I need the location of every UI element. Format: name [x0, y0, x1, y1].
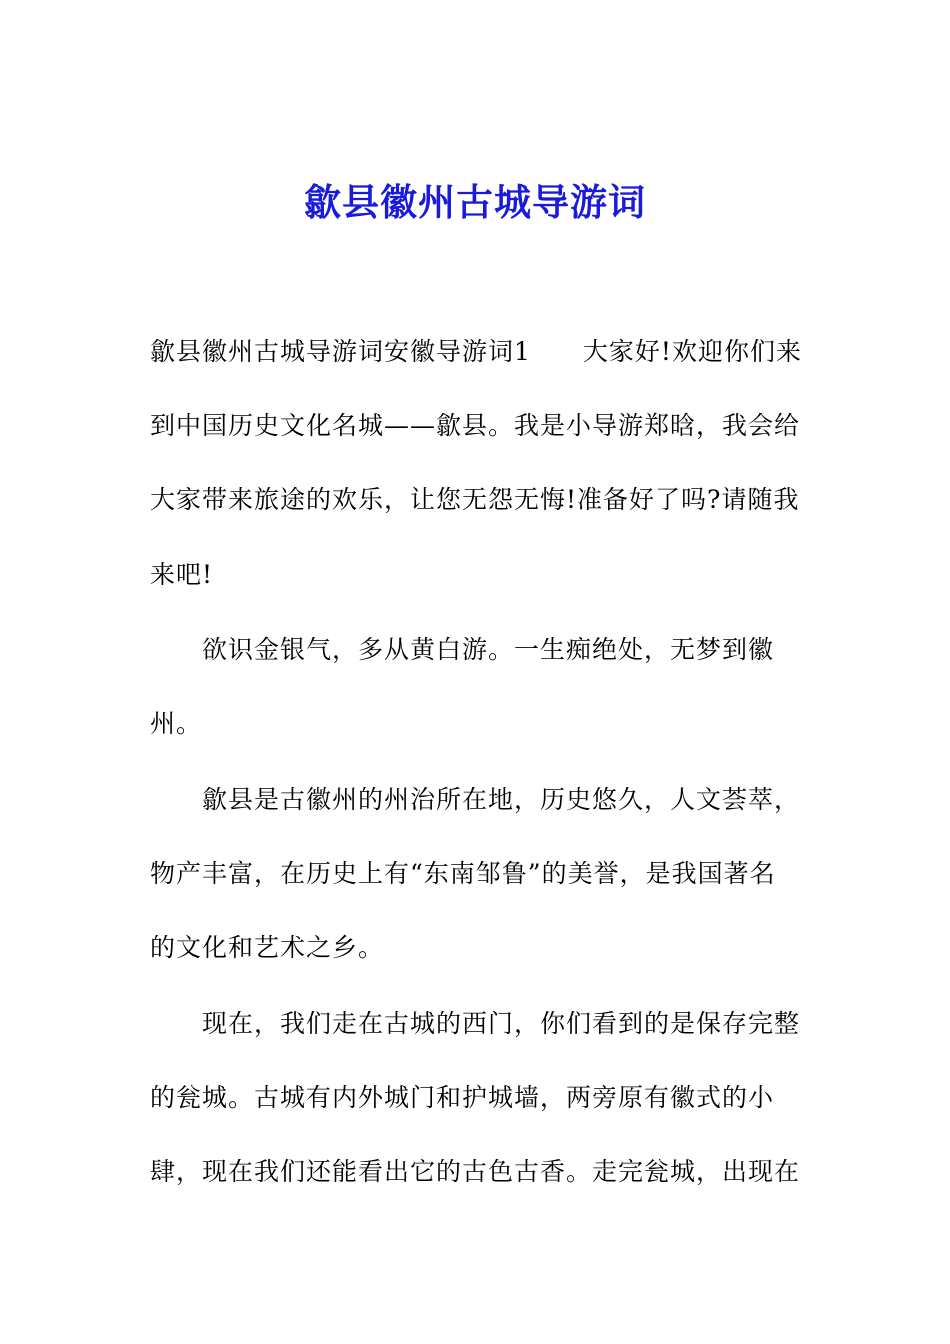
- paragraph-line: 的文化和艺术之乡。: [150, 933, 385, 962]
- paragraph-line: 欲识金银气，多从黄白游。一生痴绝处，无梦到徽: [202, 635, 775, 664]
- document-title: 歙县徽州古城导游词: [304, 180, 646, 224]
- paragraph-line: 肆，现在我们还能看出它的古色古香。走完瓮城，出现在: [150, 1157, 801, 1186]
- paragraph-line: 州。: [150, 709, 203, 738]
- paragraph-line: 歙县徽州古城导游词安徽导游词1 大家好!欢迎你们来: [150, 337, 802, 366]
- paragraph-line: 的瓮城。古城有内外城门和护城墙，两旁原有徽式的小: [150, 1083, 775, 1112]
- paragraph-line: 大家带来旅途的欢乐，让您无怨无悔!准备好了吗?请随我: [150, 485, 800, 514]
- paragraph-line: 到中国历史文化名城——歙县。我是小导游郑晗，我会给: [150, 411, 801, 440]
- paragraph-line: 来吧!: [150, 560, 214, 589]
- paragraph-line: 物产丰富，在历史上有“东南邹鲁”的美誉，是我国著名: [150, 859, 776, 888]
- paragraph-line: 歙县是古徽州的州治所在地，历史悠久，人文荟萃，: [202, 785, 801, 814]
- paragraph-line: 现在，我们走在古城的西门，你们看到的是保存完整: [202, 1009, 801, 1038]
